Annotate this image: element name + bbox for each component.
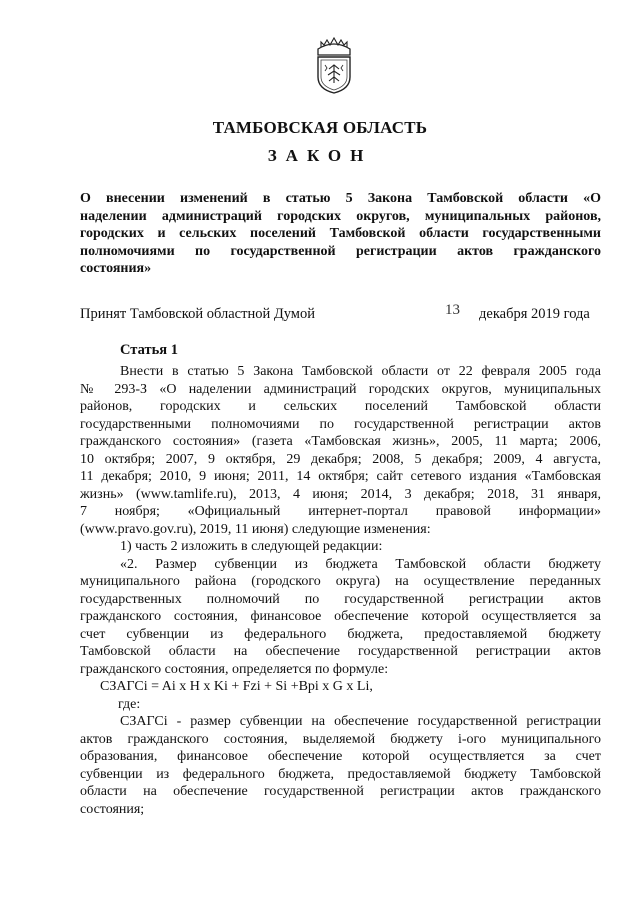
adoption-date: декабря 2019 года <box>479 306 590 322</box>
body-line: где: <box>118 696 141 712</box>
body-line: жизнь» (www.tamlife.ru), 2013, 4 июня; 2014, 3 декабря; 2018, 31 января, <box>80 486 601 502</box>
body-line: районов, городских и сельских поселений Тамбовской области <box>80 399 601 414</box>
title-line: полномочиями по государственной регистрации актов гражданского <box>80 243 601 259</box>
body-line: 1) часть 2 изложить в следующей редакции: <box>120 539 383 554</box>
body-line: 7 ноября; «Официальный интернет-портал правовой информации» <box>80 504 601 519</box>
body-line: состояния; <box>80 801 145 817</box>
coat-of-arms-icon <box>312 35 356 95</box>
body-line: № 293-З «О наделении администраций городских округов, муниципальных <box>80 381 601 397</box>
body-line: гражданского состояния, определяется по формуле: <box>80 661 389 677</box>
body-line: Тамбовской области на обеспечение государственной регистрации актов <box>80 644 601 659</box>
adoption-statement: Принят Тамбовской областной Думой <box>80 306 315 322</box>
body-line: актов гражданского состояния, выделяемой бюджету i-ого муниципального <box>80 731 601 747</box>
adoption-day-handwritten: 13 <box>445 302 460 318</box>
body-line: «2. Размер субвенции из бюджета Тамбовской области бюджету <box>120 556 601 572</box>
body-line: субвенции из федерального бюджета, предоставляемой бюджету Тамбовской <box>80 766 601 782</box>
body-line: гражданского состояния» (газета «Тамбовская жизнь», 2005, 11 марта; 2006, <box>80 434 601 449</box>
title-line: О внесении изменений в статью 5 Закона Тамбовской области «О <box>80 191 601 206</box>
body-line: 11 декабря; 2010, 9 июня; 2011, 14 октября; сайт сетевого издания «Тамбовская <box>80 469 601 484</box>
article-body <box>80 363 601 818</box>
body-line: Внести в статью 5 Закона Тамбовской области от 22 февраля 2005 года <box>120 364 601 379</box>
body-line: СЗАГСi - размер субвенции на обеспечение государственной регистрации <box>120 714 601 729</box>
body-line: счет субвенции из федерального бюджета, предоставляемой бюджету <box>80 626 601 642</box>
body-line: муниципального района (городского округа) на осуществление переданных <box>80 574 601 589</box>
body-line: 10 октября; 2007, 9 октября, 29 декабря; 2008, 5 декабря; 2009, 4 августа, <box>80 451 601 467</box>
title-line: состояния» <box>80 261 152 277</box>
region-name: ТАМБОВСКАЯ ОБЛАСТЬ <box>212 118 428 137</box>
document-type: ЗАКОН <box>267 146 373 165</box>
formula: СЗАГСi = Ai x H x Ki + Fzi + Si +Bpi x G x Li, <box>100 679 373 694</box>
article-heading: Статья 1 <box>120 342 178 358</box>
body-line: гражданского состояния, финансовое обеспечение которой осуществляется за <box>80 609 601 624</box>
title-line: городских и сельских поселений Тамбовской области государственными <box>80 226 601 242</box>
law-title <box>80 190 601 278</box>
body-line: образования, финансовое обеспечение которой осуществляется за счет <box>80 749 601 764</box>
body-line: государственными полномочиями по государственной регистрации актов <box>80 416 601 432</box>
body-line: (www.pravo.gov.ru), 2019, 11 июня) следующие изменения: <box>80 521 431 537</box>
title-line: наделении администраций городских округов, муниципальных районов, <box>80 208 601 224</box>
body-line: государственных полномочий по государственной регистрации актов <box>80 591 601 607</box>
body-line: области на обеспечение государственной регистрации актов гражданского <box>80 784 601 799</box>
